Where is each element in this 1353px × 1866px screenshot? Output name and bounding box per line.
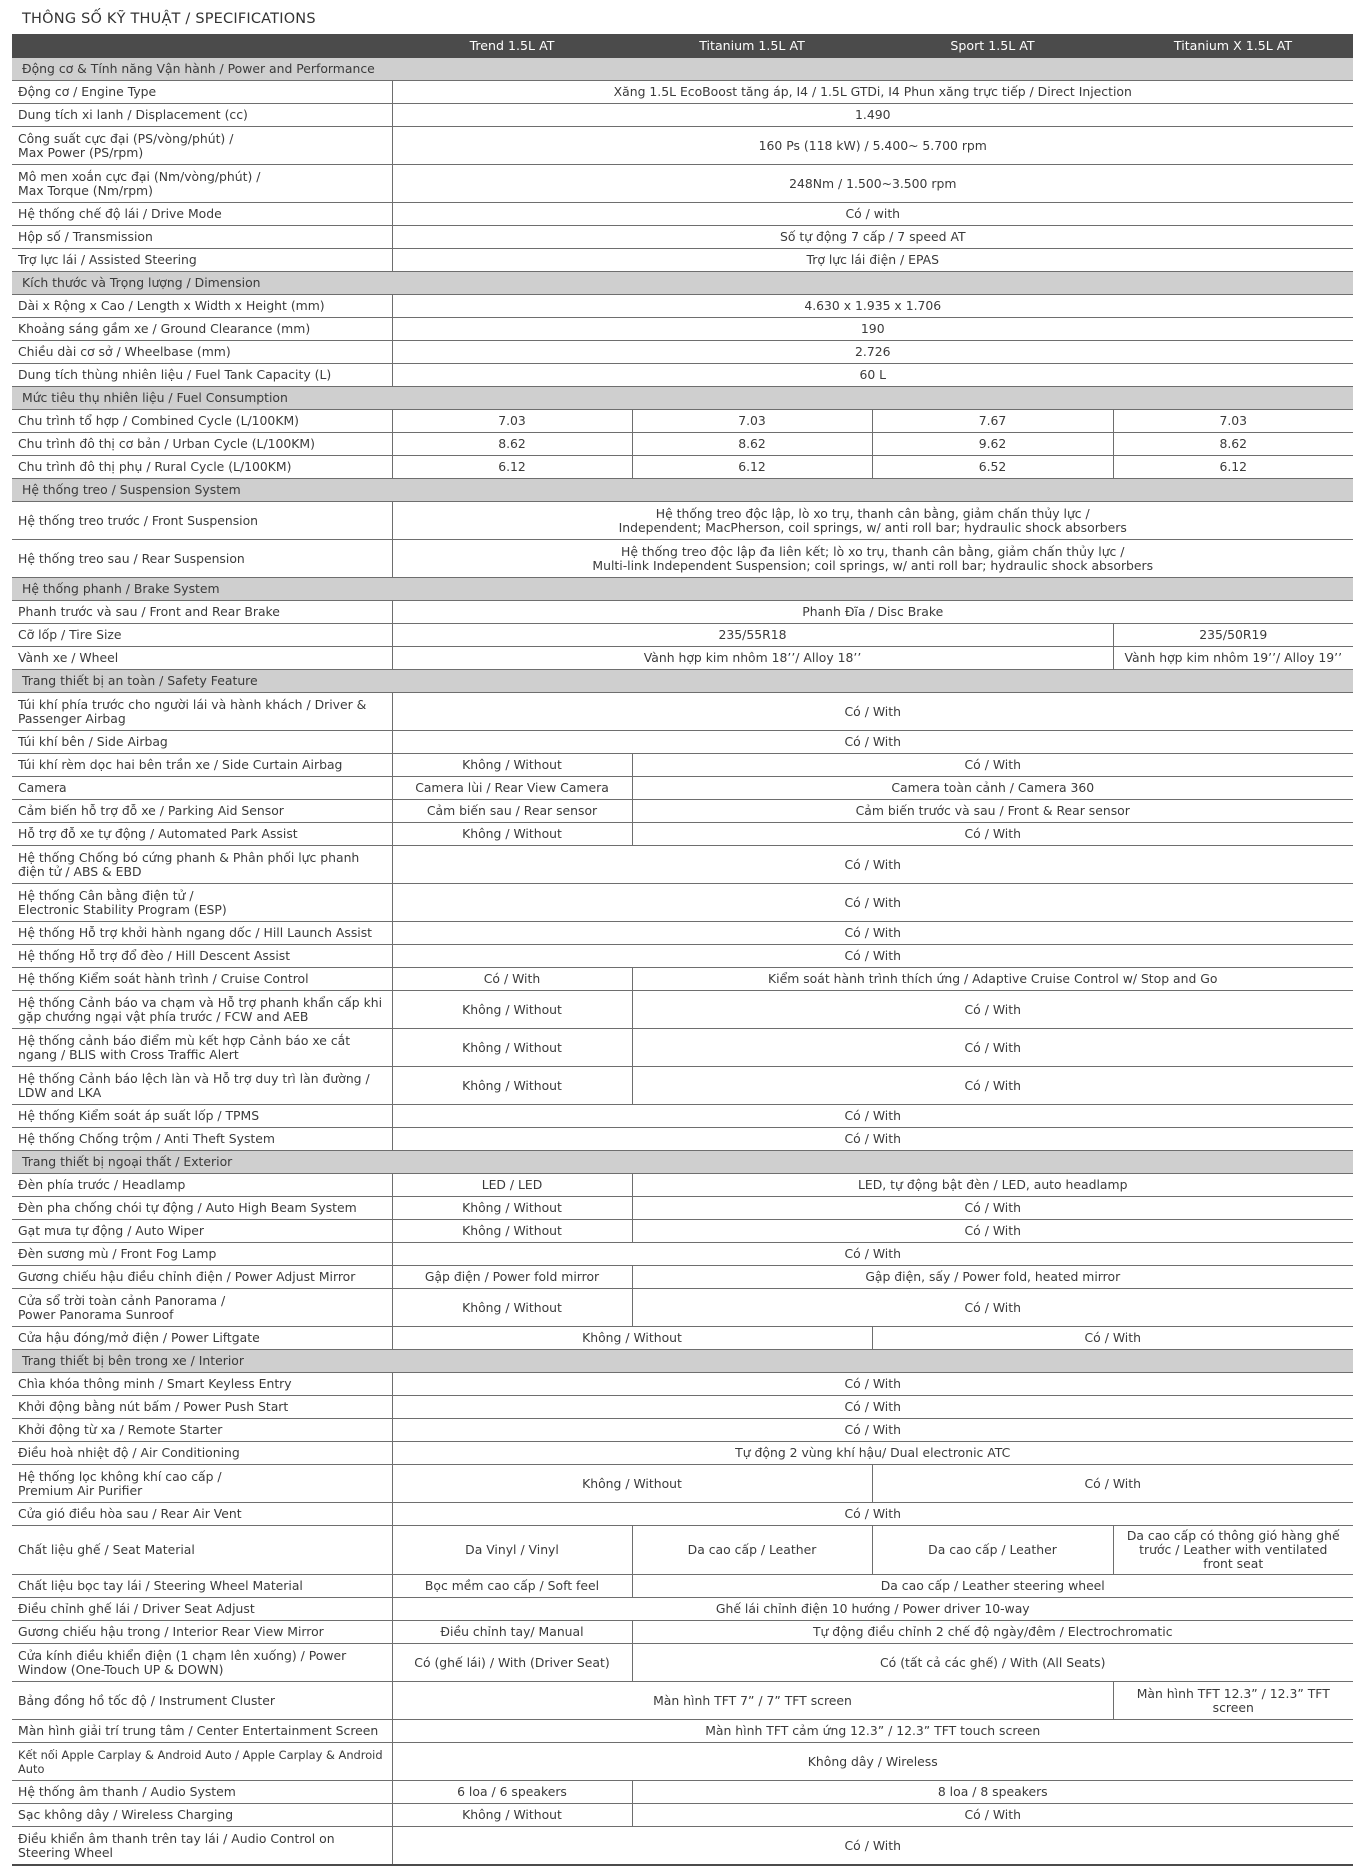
spec-label: Bảng đồng hồ tốc độ / Instrument Cluster: [12, 1682, 392, 1720]
spec-value: 8.62: [392, 433, 632, 456]
spec-value: Có / With: [392, 1827, 1353, 1865]
spec-value: Da cao cấp / Leather: [632, 1526, 872, 1575]
spec-value: Camera toàn cảnh / Camera 360: [632, 777, 1353, 800]
section-header-row: [12, 387, 1353, 410]
spec-value: Có / With: [392, 1373, 1353, 1396]
spec-value: Có / With: [632, 1804, 1353, 1827]
spec-value: Có / With: [632, 754, 1353, 777]
spec-value: Không / Without: [392, 1029, 632, 1067]
spec-row: [12, 1174, 1353, 1197]
spec-row: [12, 1743, 1353, 1781]
spec-row: [12, 1465, 1353, 1503]
spec-value: Tự động điều chỉnh 2 chế độ ngày/đêm / Electrochromatic: [632, 1621, 1353, 1644]
spec-label: Cửa gió điều hòa sau / Rear Air Vent: [12, 1503, 392, 1526]
spec-label: Công suất cực đại (PS/vòng/phút) / Max Power (PS/rpm): [12, 127, 392, 165]
spec-row: [12, 1029, 1353, 1067]
spec-row: [12, 226, 1353, 249]
spec-value: Xăng 1.5L EcoBoost tăng áp, I4 / 1.5L GTDi, I4 Phun xăng trực tiếp / Direct Injection: [392, 81, 1353, 104]
spec-row: [12, 1419, 1353, 1442]
spec-row: [12, 410, 1353, 433]
spec-value: Điều chỉnh tay/ Manual: [392, 1621, 632, 1644]
spec-label: Hệ thống Kiểm soát áp suất lốp / TPMS: [12, 1105, 392, 1128]
spec-row: [12, 1644, 1353, 1682]
spec-label: Túi khí phía trước cho người lái và hành khách / Driver & Passenger Airbag: [12, 693, 392, 731]
spec-value: Không / Without: [392, 1197, 632, 1220]
spec-value: Có / With: [632, 1289, 1353, 1327]
header-blank: [12, 34, 392, 58]
spec-label: Chu trình đô thị cơ bản / Urban Cycle (L/100KM): [12, 433, 392, 456]
spec-label: Hệ thống Cảnh báo va chạm và Hỗ trợ phanh khẩn cấp khi gặp chướng ngại vật phía trước / FCW and AEB: [12, 991, 392, 1029]
spec-label: Hỗ trợ đỗ xe tự động / Automated Park Assist: [12, 823, 392, 846]
spec-value: Camera lùi / Rear View Camera: [392, 777, 632, 800]
spec-label: Hệ thống cảnh báo điểm mù kết hợp Cảnh báo xe cắt ngang / BLIS with Cross Traffic Alert: [12, 1029, 392, 1067]
spec-label: Cảm biến hỗ trợ đỗ xe / Parking Aid Sensor: [12, 800, 392, 823]
spec-label: Dài x Rộng x Cao / Length x Width x Height (mm): [12, 295, 392, 318]
spec-row: [12, 433, 1353, 456]
spec-value: Không / Without: [392, 1220, 632, 1243]
spec-value: 190: [392, 318, 1353, 341]
spec-value: Màn hình TFT cảm ứng 12.3” / 12.3” TFT touch screen: [392, 1720, 1353, 1743]
spec-value: Có / With: [392, 1243, 1353, 1266]
spec-value: 9.62: [872, 433, 1113, 456]
spec-value: 2.726: [392, 341, 1353, 364]
spec-value: Không dây / Wireless: [392, 1743, 1353, 1781]
spec-label: Hệ thống Cảnh báo lệch làn và Hỗ trợ duy trì làn đường / LDW and LKA: [12, 1067, 392, 1105]
spec-row: [12, 777, 1353, 800]
spec-value: Có / With: [392, 693, 1353, 731]
spec-label: Cỡ lốp / Tire Size: [12, 624, 392, 647]
spec-row: [12, 341, 1353, 364]
spec-value: 6.12: [1113, 456, 1353, 479]
spec-row: [12, 647, 1353, 670]
spec-label: Camera: [12, 777, 392, 800]
spec-label: Phanh trước và sau / Front and Rear Brake: [12, 601, 392, 624]
spec-value: 6.12: [392, 456, 632, 479]
spec-label: Gạt mưa tự động / Auto Wiper: [12, 1220, 392, 1243]
spec-label: Đèn pha chống chói tự động / Auto High Beam System: [12, 1197, 392, 1220]
section-title: Trang thiết bị bên trong xe / Interior: [12, 1350, 1353, 1373]
spec-label: Điều khiển âm thanh trên tay lái / Audio Control on Steering Wheel: [12, 1827, 392, 1865]
spec-label: Động cơ / Engine Type: [12, 81, 392, 104]
spec-value: Có / With: [392, 945, 1353, 968]
section-title: Trang thiết bị ngoại thất / Exterior: [12, 1151, 1353, 1174]
spec-label: Mô men xoắn cực đại (Nm/vòng/phút) / Max Torque (Nm/rpm): [12, 165, 392, 203]
spec-value: Da cao cấp / Leather: [872, 1526, 1113, 1575]
spec-value: 6 loa / 6 speakers: [392, 1781, 632, 1804]
spec-row: [12, 693, 1353, 731]
spec-label: Sạc không dây / Wireless Charging: [12, 1804, 392, 1827]
column-header: Titanium 1.5L AT: [632, 34, 872, 58]
spec-value: Không / Without: [392, 1804, 632, 1827]
spec-value: Da cao cấp / Leather steering wheel: [632, 1575, 1353, 1598]
spec-value: Có / With: [392, 884, 1353, 922]
spec-value: Không / Without: [392, 1067, 632, 1105]
spec-label: Cửa sổ trời toàn cảnh Panorama / Power Panorama Sunroof: [12, 1289, 392, 1327]
spec-value: Có / With: [632, 1220, 1353, 1243]
spec-label: Túi khí rèm dọc hai bên trần xe / Side Curtain Airbag: [12, 754, 392, 777]
spec-value: Có (ghế lái) / With (Driver Seat): [392, 1644, 632, 1682]
section-header-row: [12, 670, 1353, 693]
spec-label: Hệ thống Hỗ trợ đổ đèo / Hill Descent Assist: [12, 945, 392, 968]
spec-row: [12, 203, 1353, 226]
spec-value: Không / Without: [392, 991, 632, 1029]
spec-row: [12, 884, 1353, 922]
spec-row: [12, 731, 1353, 754]
spec-value: 7.03: [632, 410, 872, 433]
spec-row: [12, 81, 1353, 104]
spec-label: Hệ thống Chống bó cứng phanh & Phân phối lực phanh điện tử / ABS & EBD: [12, 846, 392, 884]
spec-value: Có / With: [632, 1029, 1353, 1067]
spec-label: Dung tích thùng nhiên liệu / Fuel Tank Capacity (L): [12, 364, 392, 387]
spec-value: Có / With: [392, 1503, 1353, 1526]
spec-row: [12, 456, 1353, 479]
spec-label: Hệ thống Hỗ trợ khởi hành ngang dốc / Hill Launch Assist: [12, 922, 392, 945]
spec-label: Đèn sương mù / Front Fog Lamp: [12, 1243, 392, 1266]
spec-row: [12, 1804, 1353, 1827]
spec-row: [12, 540, 1353, 578]
spec-value: 8.62: [632, 433, 872, 456]
spec-value: 6.52: [872, 456, 1113, 479]
spec-row: [12, 846, 1353, 884]
spec-label: Chất liệu ghế / Seat Material: [12, 1526, 392, 1575]
spec-row: [12, 968, 1353, 991]
spec-value: Vành hợp kim nhôm 19’’/ Alloy 19’’: [1113, 647, 1353, 670]
spec-row: [12, 624, 1353, 647]
spec-row: [12, 1827, 1353, 1865]
section-title: Hệ thống treo / Suspension System: [12, 479, 1353, 502]
spec-label: Hệ thống lọc không khí cao cấp / Premium Air Purifier: [12, 1465, 392, 1503]
spec-row: [12, 1442, 1353, 1465]
spec-row: [12, 1781, 1353, 1804]
spec-label: Dung tích xi lanh / Displacement (cc): [12, 104, 392, 127]
spec-label: Khởi động bằng nút bấm / Power Push Start: [12, 1396, 392, 1419]
spec-value: 7.03: [392, 410, 632, 433]
section-title: Động cơ & Tính năng Vận hành / Power and Performance: [12, 58, 1353, 81]
spec-value: 8 loa / 8 speakers: [632, 1781, 1353, 1804]
spec-row: [12, 1327, 1353, 1350]
section-title: Kích thước và Trọng lượng / Dimension: [12, 272, 1353, 295]
spec-row: [12, 1503, 1353, 1526]
spec-label: Điều chỉnh ghế lái / Driver Seat Adjust: [12, 1598, 392, 1621]
spec-value: Có / With: [632, 991, 1353, 1029]
spec-row: [12, 1289, 1353, 1327]
spec-row: [12, 165, 1353, 203]
spec-row: [12, 1621, 1353, 1644]
spec-value: Kiểm soát hành trình thích ứng / Adaptive Cruise Control w/ Stop and Go: [632, 968, 1353, 991]
spec-label: Hệ thống Kiểm soát hành trình / Cruise Control: [12, 968, 392, 991]
spec-value: Có / With: [872, 1327, 1353, 1350]
spec-value: Cảm biến sau / Rear sensor: [392, 800, 632, 823]
spec-value: 8.62: [1113, 433, 1353, 456]
section-title: Hệ thống phanh / Brake System: [12, 578, 1353, 601]
spec-value: 7.67: [872, 410, 1113, 433]
spec-value: Không / Without: [392, 823, 632, 846]
spec-value: Trợ lực lái điện / EPAS: [392, 249, 1353, 272]
spec-label: Kết nối Apple Carplay & Android Auto / Apple Carplay & Android Auto: [12, 1743, 392, 1781]
spec-label: Hệ thống treo sau / Rear Suspension: [12, 540, 392, 578]
spec-row: [12, 1526, 1353, 1575]
spec-value: 235/50R19: [1113, 624, 1353, 647]
spec-label: Gương chiếu hậu điều chỉnh điện / Power Adjust Mirror: [12, 1266, 392, 1289]
section-header-row: [12, 58, 1353, 81]
spec-value: 160 Ps (118 kW) / 5.400~ 5.700 rpm: [392, 127, 1353, 165]
spec-label: Hệ thống Chống trộm / Anti Theft System: [12, 1128, 392, 1151]
section-header-row: [12, 272, 1353, 295]
spec-value: Gập điện / Power fold mirror: [392, 1266, 632, 1289]
spec-row: [12, 1128, 1353, 1151]
column-header: Sport 1.5L AT: [872, 34, 1113, 58]
spec-label: Cửa kính điều khiển điện (1 chạm lên xuống) / Power Window (One-Touch UP & DOWN): [12, 1644, 392, 1682]
spec-label: Chiều dài cơ sở / Wheelbase (mm): [12, 341, 392, 364]
spec-label: Túi khí bên / Side Airbag: [12, 731, 392, 754]
spec-label: Đèn phía trước / Headlamp: [12, 1174, 392, 1197]
section-header-row: [12, 1350, 1353, 1373]
spec-value: Màn hình TFT 12.3” / 12.3” TFT screen: [1113, 1682, 1353, 1720]
spec-row: [12, 364, 1353, 387]
spec-value: 60 L: [392, 364, 1353, 387]
section-title: Mức tiêu thụ nhiên liệu / Fuel Consumption: [12, 387, 1353, 410]
spec-label: Cửa hậu đóng/mở điện / Power Liftgate: [12, 1327, 392, 1350]
spec-row: [12, 318, 1353, 341]
spec-row: [12, 1682, 1353, 1720]
spec-label: Hệ thống Cân bằng điện tử / Electronic Stability Program (ESP): [12, 884, 392, 922]
spec-row: [12, 1598, 1353, 1621]
spec-value: Không / Without: [392, 1289, 632, 1327]
spec-value: 248Nm / 1.500~3.500 rpm: [392, 165, 1353, 203]
spec-value: Số tự động 7 cấp / 7 speed AT: [392, 226, 1353, 249]
spec-value: Có / With: [392, 1396, 1353, 1419]
spec-row: [12, 601, 1353, 624]
section-header-row: [12, 578, 1353, 601]
spec-row: [12, 127, 1353, 165]
spec-row: [12, 1105, 1353, 1128]
spec-value: LED, tự động bật đèn / LED, auto headlamp: [632, 1174, 1353, 1197]
spec-value: Không / Without: [392, 1327, 872, 1350]
spec-value: Bọc mềm cao cấp / Soft feel: [392, 1575, 632, 1598]
spec-value: 1.490: [392, 104, 1353, 127]
header-row: [12, 34, 1353, 58]
spec-value: Có (tất cả các ghế) / With (All Seats): [632, 1644, 1353, 1682]
spec-value: Gập điện, sấy / Power fold, heated mirror: [632, 1266, 1353, 1289]
spec-label: Màn hình giải trí trung tâm / Center Entertainment Screen: [12, 1720, 392, 1743]
column-header: Titanium X 1.5L AT: [1113, 34, 1353, 58]
spec-value: Có / With: [632, 1067, 1353, 1105]
spec-value: Có / With: [632, 823, 1353, 846]
spec-value: Có / With: [392, 1105, 1353, 1128]
spec-row: [12, 1067, 1353, 1105]
spec-value: Không / Without: [392, 754, 632, 777]
spec-row: [12, 502, 1353, 540]
spec-label: Hệ thống âm thanh / Audio System: [12, 1781, 392, 1804]
spec-label: Khởi động từ xa / Remote Starter: [12, 1419, 392, 1442]
spec-row: [12, 1243, 1353, 1266]
spec-value: Da cao cấp có thông gió hàng ghế trước / Leather with ventilated front seat: [1113, 1526, 1353, 1575]
spec-row: [12, 800, 1353, 823]
spec-value: Có / With: [392, 922, 1353, 945]
specifications-body: [12, 58, 1353, 1865]
spec-label: Điều hoà nhiệt độ / Air Conditioning: [12, 1442, 392, 1465]
spec-value: Vành hợp kim nhôm 18’’/ Alloy 18’’: [392, 647, 1113, 670]
spec-value: Có / With: [872, 1465, 1353, 1503]
spec-value: Có / With: [392, 1128, 1353, 1151]
section-header-row: [12, 1151, 1353, 1174]
spec-row: [12, 1266, 1353, 1289]
spec-label: Hệ thống treo trước / Front Suspension: [12, 502, 392, 540]
spec-row: [12, 945, 1353, 968]
section-header-row: [12, 479, 1353, 502]
spec-label: Khoảng sáng gầm xe / Ground Clearance (mm): [12, 318, 392, 341]
spec-label: Chu trình đô thị phụ / Rural Cycle (L/100KM): [12, 456, 392, 479]
spec-value: Da Vinyl / Vinyl: [392, 1526, 632, 1575]
spec-row: [12, 1197, 1353, 1220]
spec-value: Ghế lái chỉnh điện 10 hướng / Power driver 10-way: [392, 1598, 1353, 1621]
spec-value: LED / LED: [392, 1174, 632, 1197]
spec-value: 235/55R18: [392, 624, 1113, 647]
spec-row: [12, 754, 1353, 777]
spec-value: Có / With: [392, 846, 1353, 884]
spec-row: [12, 1373, 1353, 1396]
spec-value: Hệ thống treo độc lập, lò xo trụ, thanh cân bằng, giảm chấn thủy lực / Independent; MacPherson, coil springs, w/ anti roll bar; hydraulic shock absorbers: [392, 502, 1353, 540]
column-header: Trend 1.5L AT: [392, 34, 632, 58]
spec-label: Trợ lực lái / Assisted Steering: [12, 249, 392, 272]
spec-label: Gương chiếu hậu trong / Interior Rear View Mirror: [12, 1621, 392, 1644]
spec-value: Có / With: [392, 731, 1353, 754]
spec-label: Chất liệu bọc tay lái / Steering Wheel Material: [12, 1575, 392, 1598]
specifications-table: [12, 34, 1353, 1865]
spec-value: Phanh Đĩa / Disc Brake: [392, 601, 1353, 624]
spec-value: 6.12: [632, 456, 872, 479]
spec-row: [12, 1575, 1353, 1598]
page-title: THÔNG SỐ KỸ THUẬT / SPECIFICATIONS: [22, 11, 316, 27]
spec-value: Màn hình TFT 7” / 7” TFT screen: [392, 1682, 1113, 1720]
spec-label: Chu trình tổ hợp / Combined Cycle (L/100KM): [12, 410, 392, 433]
spec-row: [12, 823, 1353, 846]
spec-label: Hệ thống chế độ lái / Drive Mode: [12, 203, 392, 226]
spec-value: Tự động 2 vùng khí hậu/ Dual electronic ATC: [392, 1442, 1353, 1465]
spec-value: 4.630 x 1.935 x 1.706: [392, 295, 1353, 318]
spec-value: Có / With: [392, 968, 632, 991]
spec-value: Có / With: [392, 1419, 1353, 1442]
spec-value: Cảm biến trước và sau / Front & Rear sensor: [632, 800, 1353, 823]
spec-row: [12, 1396, 1353, 1419]
spec-row: [12, 1720, 1353, 1743]
spec-row: [12, 922, 1353, 945]
spec-value: Có / With: [632, 1197, 1353, 1220]
spec-row: [12, 295, 1353, 318]
spec-row: [12, 1220, 1353, 1243]
spec-label: Vành xe / Wheel: [12, 647, 392, 670]
spec-value: Hệ thống treo độc lập đa liên kết; lò xo trụ, thanh cân bằng, giảm chấn thủy lực / Multi-link Independent Suspension; coil springs, w/ anti roll bar; hydraulic shock absorbers: [392, 540, 1353, 578]
spec-value: Có / with: [392, 203, 1353, 226]
spec-value: Không / Without: [392, 1465, 872, 1503]
spec-label: Chìa khóa thông minh / Smart Keyless Entry: [12, 1373, 392, 1396]
spec-row: [12, 991, 1353, 1029]
spec-row: [12, 104, 1353, 127]
spec-label: Hộp số / Transmission: [12, 226, 392, 249]
spec-row: [12, 249, 1353, 272]
spec-value: 7.03: [1113, 410, 1353, 433]
section-title: Trang thiết bị an toàn / Safety Feature: [12, 670, 1353, 693]
